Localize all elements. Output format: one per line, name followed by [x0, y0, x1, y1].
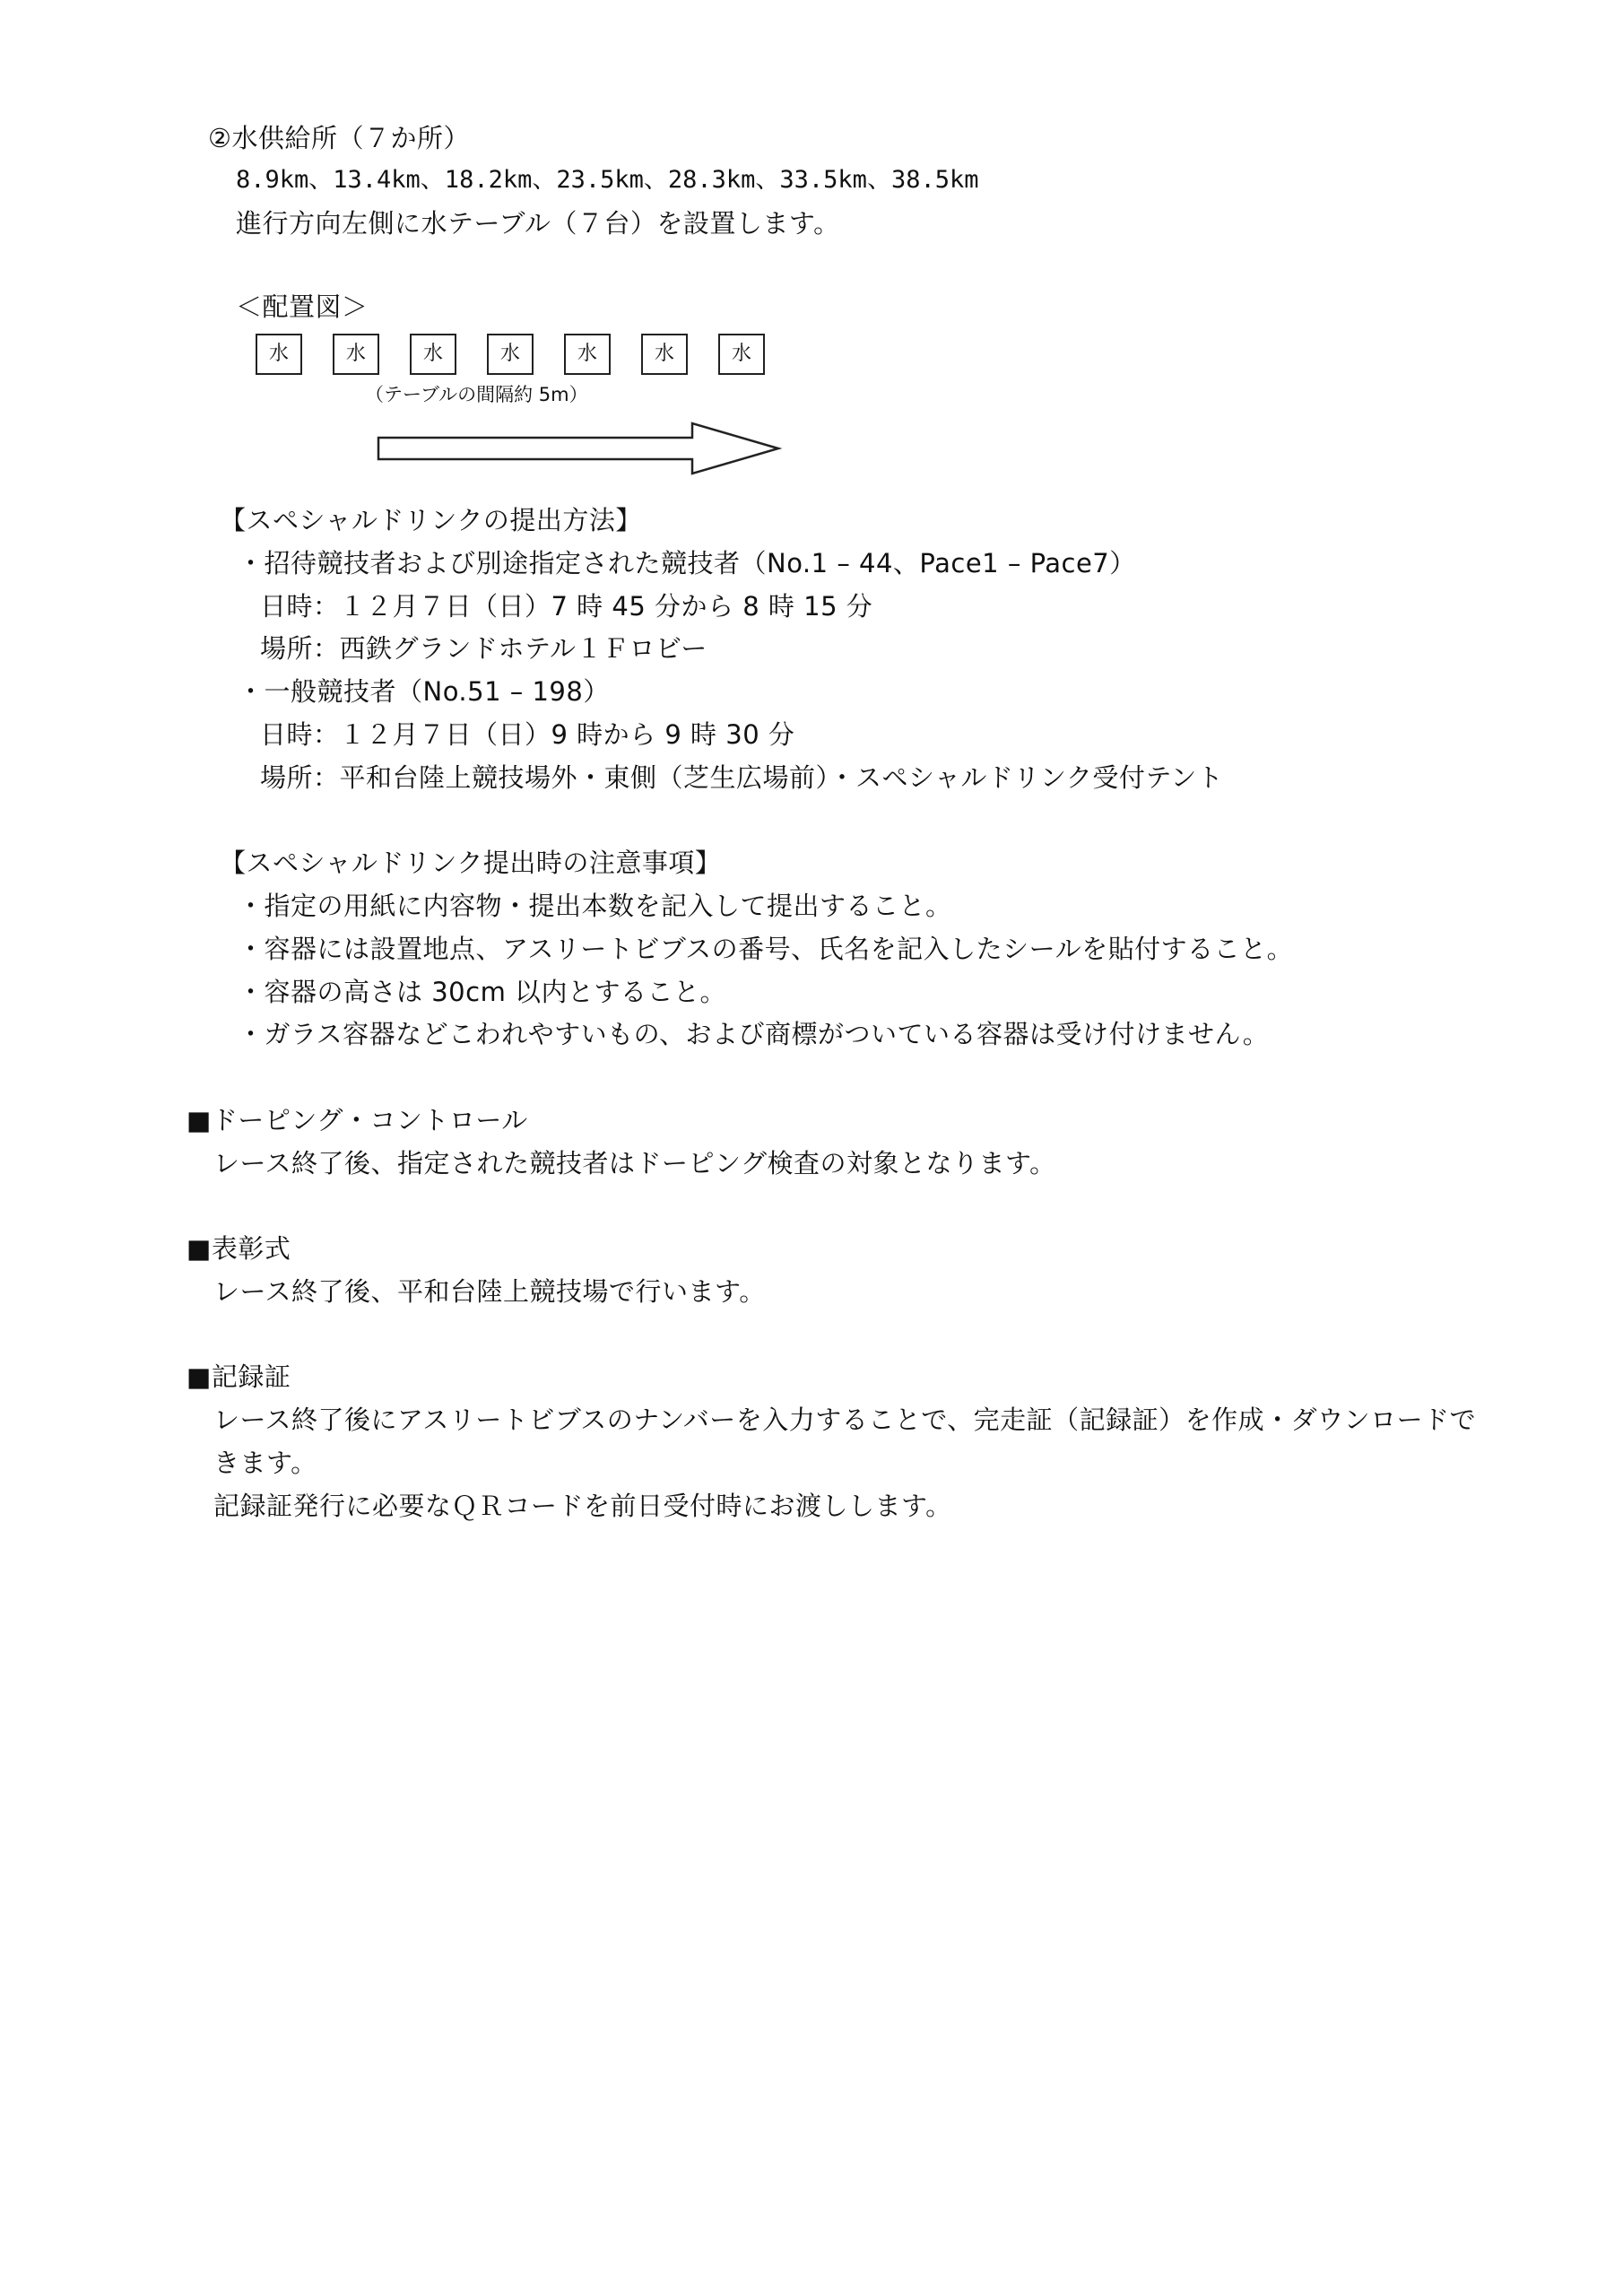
cautions-heading: 【スペシャルドリンク提出時の注意事項】 — [220, 848, 722, 878]
caution-item: ・容器の高さは 30cm 以内とすること。 — [238, 977, 727, 1007]
certificate-heading: ■記録証 — [187, 1361, 291, 1392]
invited-athletes-label: ・招待競技者および別途指定された競技者（No.1 – 44、Pace1 – Pace7） — [238, 548, 1136, 578]
award-text: レース終了後、平和台陸上競技場で行います。 — [213, 1276, 766, 1307]
direction-arrow-icon — [377, 422, 789, 475]
certificate-text: 記録証発行に必要なＱＲコードを前日受付時にお渡しします。 — [213, 1491, 952, 1521]
caution-item: ・ガラス容器などこわれやすいもの、および商標がついている容器は受け付けません。 — [238, 1019, 1270, 1049]
table-interval-note: （テーブルの間隔約 5m） — [365, 384, 588, 405]
water-table-box: 水 — [564, 334, 611, 375]
invited-datetime: 日時：１２月７日（日）7 時 45 分から 8 時 15 分 — [260, 591, 873, 622]
award-heading: ■表彰式 — [187, 1233, 291, 1264]
water-table-box: 水 — [641, 334, 688, 375]
certificate-text: きます。 — [213, 1448, 317, 1478]
invited-place: 場所：西鉄グランドホテル１Ｆロビー — [260, 633, 707, 664]
caution-item: ・容器には設置地点、アスリートビブスの番号、氏名を記入したシールを貼付すること。 — [238, 934, 1294, 964]
caution-item: ・指定の用紙に内容物・提出本数を記入して提出すること。 — [238, 891, 952, 921]
water-station-distances: 8.9km、13.4km、18.2km、23.5km、28.3km、33.5km、38.5km — [236, 166, 979, 194]
water-table-box: 水 — [487, 334, 534, 375]
water-table-box: 水 — [256, 334, 302, 375]
water-station-heading: ②水供給所（７か所） — [208, 123, 470, 153]
doping-heading: ■ドーピング・コントロール — [187, 1105, 528, 1135]
water-station-description: 進行方向左側に水テーブル（７台）を設置します。 — [236, 208, 840, 239]
layout-diagram-label: ＜配置図＞ — [236, 291, 369, 322]
general-datetime: 日時：１２月７日（日）9 時から 9 時 30 分 — [260, 719, 795, 750]
special-drink-heading: 【スペシャルドリンクの提出方法】 — [220, 505, 642, 535]
general-athletes-label: ・一般競技者（No.51 – 198） — [238, 676, 610, 707]
water-table-box: 水 — [718, 334, 765, 375]
water-table-box: 水 — [410, 334, 456, 375]
doping-text: レース終了後、指定された競技者はドーピング検査の対象となります。 — [213, 1148, 1056, 1178]
general-place: 場所：平和台陸上競技場外・東側（芝生広場前）・スペシャルドリンク受付テント — [260, 762, 1224, 793]
water-table-box: 水 — [333, 334, 379, 375]
certificate-text: レース終了後にアスリートビブスのナンバーを入力することで、完走証（記録証）を作成・ダウンロードで — [213, 1405, 1477, 1435]
